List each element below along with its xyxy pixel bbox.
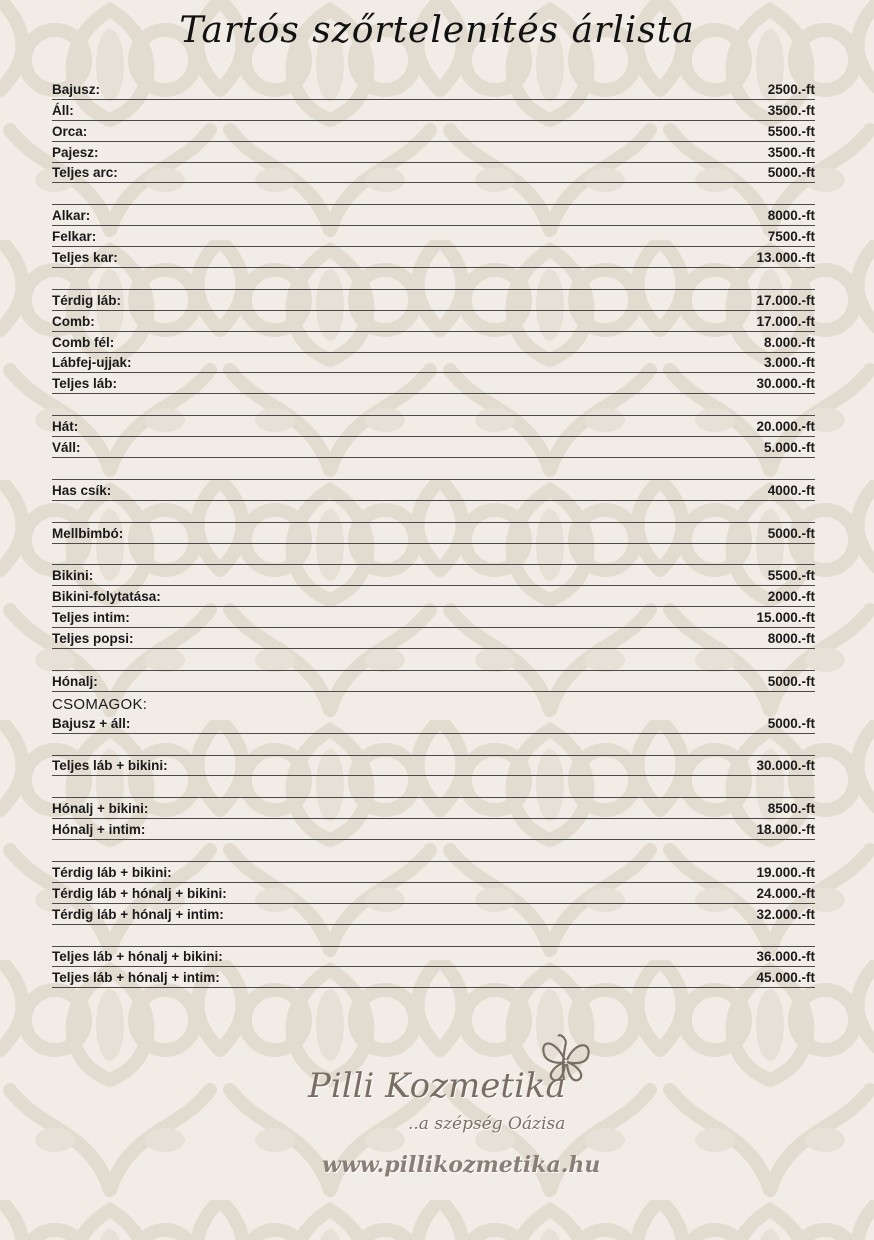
service-price: 5.000.-ft bbox=[763, 440, 815, 456]
service-price: 2000.-ft bbox=[767, 589, 815, 605]
price-row bbox=[52, 79, 815, 100]
group-divider bbox=[52, 734, 815, 756]
group-divider bbox=[52, 544, 815, 566]
price-row bbox=[52, 142, 815, 163]
service-name: Áll: bbox=[52, 102, 74, 118]
service-price: 19.000.-ft bbox=[756, 864, 815, 880]
service-name: Hát: bbox=[52, 419, 79, 435]
price-row bbox=[52, 671, 815, 692]
price-row bbox=[52, 226, 815, 247]
service-name: Pajesz: bbox=[52, 144, 99, 160]
price-row bbox=[52, 416, 815, 437]
footer-logo bbox=[0, 1030, 874, 1210]
service-name: Hónalj + intim: bbox=[52, 822, 146, 838]
service-price: 15.000.-ft bbox=[756, 610, 815, 626]
service-name: Térdig láb + bikini: bbox=[52, 864, 172, 880]
price-row bbox=[52, 947, 815, 968]
service-price: 18.000.-ft bbox=[756, 822, 815, 838]
price-row bbox=[52, 480, 815, 501]
price-row bbox=[52, 523, 815, 544]
service-price: 7500.-ft bbox=[767, 229, 815, 245]
group-divider bbox=[52, 268, 815, 290]
website-link[interactable]: www.pillikozmetika.hu bbox=[322, 1152, 601, 1178]
price-row bbox=[52, 819, 815, 840]
service-price: 32.000.-ft bbox=[756, 906, 815, 922]
price-row bbox=[52, 586, 815, 607]
service-name: Bajusz + áll: bbox=[52, 715, 131, 731]
service-name: Bikini-folytatása: bbox=[52, 589, 161, 605]
service-price: 30.000.-ft bbox=[756, 758, 815, 774]
price-row bbox=[52, 437, 815, 458]
service-name: Comb: bbox=[52, 313, 95, 329]
price-row bbox=[52, 565, 815, 586]
price-row bbox=[52, 247, 815, 268]
group-divider bbox=[52, 394, 815, 416]
brand-tagline: ..a szépség Oázisa bbox=[408, 1114, 566, 1134]
group-divider bbox=[52, 925, 815, 947]
service-name: Teljes láb + bikini: bbox=[52, 758, 168, 774]
service-name: Mellbimbó: bbox=[52, 525, 124, 541]
service-price: 5000.-ft bbox=[767, 673, 815, 689]
price-row bbox=[52, 290, 815, 311]
group-divider bbox=[52, 183, 815, 205]
service-price: 8000.-ft bbox=[767, 631, 815, 647]
service-price: 8000.-ft bbox=[767, 208, 815, 224]
price-row bbox=[52, 205, 815, 226]
service-price: 20.000.-ft bbox=[756, 419, 815, 435]
price-row bbox=[52, 373, 815, 394]
service-price: 17.000.-ft bbox=[756, 292, 815, 308]
service-name: Térdig láb + hónalj + intim: bbox=[52, 906, 224, 922]
price-row bbox=[52, 607, 815, 628]
service-name: Hónalj + bikini: bbox=[52, 801, 149, 817]
price-row bbox=[52, 163, 815, 184]
price-row bbox=[52, 121, 815, 142]
service-name: Comb fél: bbox=[52, 334, 115, 350]
service-price: 5000.-ft bbox=[767, 525, 815, 541]
price-row bbox=[52, 353, 815, 374]
price-row bbox=[52, 100, 815, 121]
service-name: Bajusz: bbox=[52, 81, 101, 97]
service-name: Hónalj: bbox=[52, 673, 98, 689]
service-name: Teljes láb: bbox=[52, 376, 118, 392]
service-price: 30.000.-ft bbox=[756, 376, 815, 392]
group-divider bbox=[52, 649, 815, 671]
page-title: Tartós szőrtelenítés árlista bbox=[179, 10, 695, 51]
service-price: 3.000.-ft bbox=[763, 355, 815, 371]
brand-name: Pilli Kozmetika bbox=[308, 1066, 566, 1106]
service-name: Teljes arc: bbox=[52, 165, 118, 181]
service-name: Térdig láb + hónalj + bikini: bbox=[52, 885, 227, 901]
service-price: 8500.-ft bbox=[767, 801, 815, 817]
service-price: 45.000.-ft bbox=[756, 970, 815, 986]
service-price: 5500.-ft bbox=[767, 123, 815, 139]
group-divider bbox=[52, 776, 815, 798]
service-price: 13.000.-ft bbox=[756, 250, 815, 266]
service-name: Váll: bbox=[52, 440, 81, 456]
service-name: Alkar: bbox=[52, 208, 91, 224]
group-divider bbox=[52, 458, 815, 480]
service-name: Has csík: bbox=[52, 482, 112, 498]
service-name: Orca: bbox=[52, 123, 88, 139]
service-name: Teljes kar: bbox=[52, 250, 118, 266]
price-row bbox=[52, 862, 815, 883]
service-price: 2500.-ft bbox=[767, 81, 815, 97]
price-row bbox=[52, 756, 815, 777]
service-price: 5000.-ft bbox=[767, 165, 815, 181]
service-name: Teljes láb + hónalj + intim: bbox=[52, 970, 220, 986]
service-price: 3500.-ft bbox=[767, 144, 815, 160]
service-name: Teljes popsi: bbox=[52, 631, 134, 647]
price-row bbox=[52, 798, 815, 819]
group-divider bbox=[52, 840, 815, 862]
price-row bbox=[52, 883, 815, 904]
service-name: Lábfej-ujjak: bbox=[52, 355, 132, 371]
price-list bbox=[52, 79, 815, 988]
service-price: 4000.-ft bbox=[767, 482, 815, 498]
price-row bbox=[52, 967, 815, 988]
service-name: Felkar: bbox=[52, 229, 97, 245]
service-price: 8.000.-ft bbox=[763, 334, 815, 350]
service-price: 5500.-ft bbox=[767, 568, 815, 584]
service-price: 24.000.-ft bbox=[756, 885, 815, 901]
price-row bbox=[52, 311, 815, 332]
price-row bbox=[52, 332, 815, 353]
group-divider bbox=[52, 501, 815, 523]
price-row bbox=[52, 904, 815, 925]
service-name: Teljes intim: bbox=[52, 610, 130, 626]
service-name: Térdig láb: bbox=[52, 292, 122, 308]
service-name: Teljes láb + hónalj + bikini: bbox=[52, 949, 223, 965]
price-row bbox=[52, 713, 815, 734]
service-price: 17.000.-ft bbox=[756, 313, 815, 329]
service-price: 3500.-ft bbox=[767, 102, 815, 118]
service-name: Bikini: bbox=[52, 568, 94, 584]
service-price: 36.000.-ft bbox=[756, 949, 815, 965]
service-price: 5000.-ft bbox=[767, 715, 815, 731]
packages-heading: CSOMAGOK: bbox=[52, 695, 148, 713]
price-row bbox=[52, 628, 815, 649]
